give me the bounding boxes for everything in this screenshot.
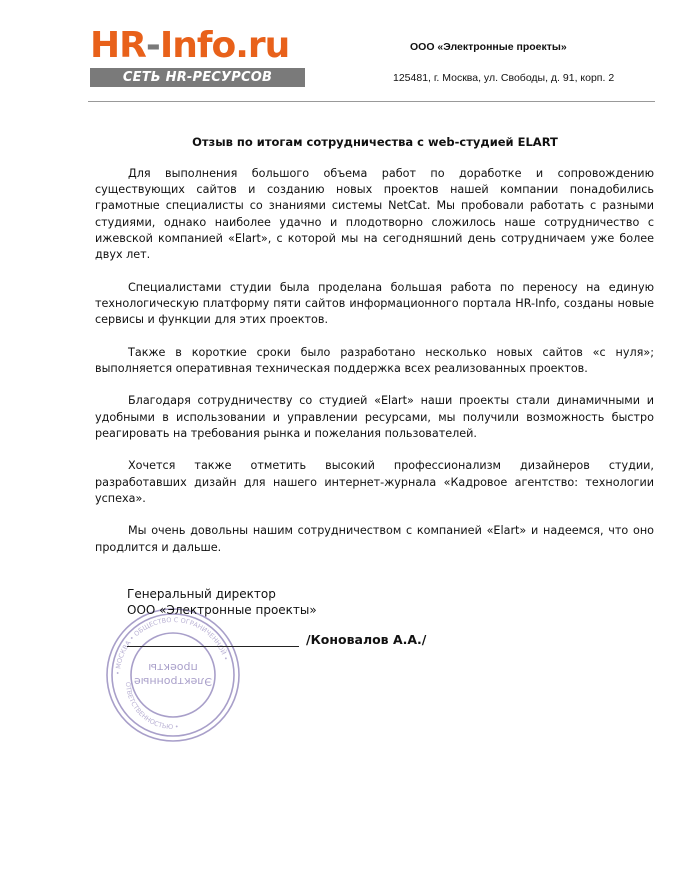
seal-ring-text-bottom: ОТВЕТСТВЕННОСТЬЮ • [123, 681, 180, 732]
logo-wordmark [90, 26, 289, 66]
paragraph-4: Благодаря сотрудничеству со студией «Elart» наши проекты стали динамичными и удобными в использовании и управлении ресурсами, мы получили возможность быстро реагировать на требования рынка и пожелания пользователей. [95, 394, 654, 440]
hr-info-logo [90, 25, 305, 88]
logo-tagline: СЕТЬ HR-РЕСУРСОВ [90, 68, 305, 87]
letter-body [95, 166, 654, 572]
signatory-role [127, 586, 317, 618]
paragraph-6: Мы очень довольны нашим сотрудничеством с компанией «Elart» и надеемся, что оно продлится и дальше. [95, 524, 654, 554]
signatory-title: Генеральный директор [127, 587, 276, 601]
seal-center-line1: Электронные [133, 675, 213, 688]
paragraph-3: Также в короткие сроки было разработано несколько новых сайтов «с нуля»; выполняется оперативная техническая поддержка всех реализованных проектов. [95, 345, 654, 375]
signatory-name: /Коновалов А.А./ [306, 632, 427, 647]
logo-part-hr: HR [90, 25, 146, 66]
company-name: ООО «Электронные проекты» [410, 41, 567, 53]
paragraph-5: Хочется также отметить высокий профессионализм дизайнеров студии, разработавших дизайн для нашего интернет-журнала «Кадровое агентство: технологии успеха». [95, 459, 654, 505]
seal-center-line2: проекты [148, 661, 198, 674]
header-divider [88, 101, 655, 102]
logo-part-info: Info.ru [159, 25, 290, 66]
paragraph-2: Специалистами студии была проделана большая работа по переносу на единую технологическую платформу пяти сайтов информационного портала HR-Info, созданы новые сервисы и функции для этих проектов. [95, 280, 654, 327]
signatory-company: ООО «Электронные проекты» [127, 603, 317, 617]
paragraph-1: Для выполнения большого объема работ по доработке и сопровождению существующих сайтов и созданию новых проектов нашей компании понадобились грамотные специалисты со знаниями системы NetCat. Мы пробовали работать с разными студиями, однако наиболее удачно и плодотворно сложилось наше сотрудничество с ижевской компанией «Elart», с которой мы на сегодняшний день сотрудничаем уже более двух лет. [95, 167, 654, 262]
logo-part-dash: - [145, 25, 160, 66]
letter-title: Отзыв по итогам сотрудничества с web-студией ELART [192, 135, 558, 149]
company-seal-stamp [98, 600, 248, 750]
company-address: 125481, г. Москва, ул. Свободы, д. 91, корп. 2 [393, 72, 615, 84]
signature-line [127, 646, 299, 647]
seal-ring-text-top: • МОСКВА • ОБЩЕСТВО С ОГРАНИЧЕННОЙ • [113, 615, 230, 676]
